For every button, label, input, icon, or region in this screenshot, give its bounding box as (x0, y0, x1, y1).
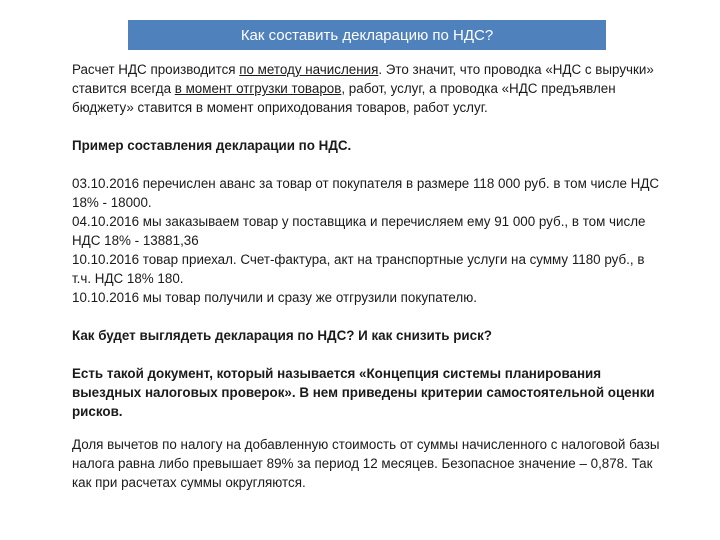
paragraph-text-1: Расчет НДС производится (72, 62, 240, 77)
shipment-moment-link[interactable]: в момент отгрузки товаров (174, 81, 342, 96)
example-line: 10.10.2016 товар приехал. Счет-фактура, акт на транспортные услуги на сумму 1180 руб., в т.ч. НДС 18% 180. (72, 252, 645, 286)
paragraph-text-3: , работ, услуг, а проводка «НДС предъявлен бюджету» ставится в момент оприходования товаров, работ услуг. (72, 81, 616, 115)
paragraph-text-2: . Это значит, что проводка «НДС с выручки» ставится всегда (72, 62, 654, 96)
accrual-method-link[interactable]: по методу начисления (239, 62, 379, 77)
example-line: 10.10.2016 мы товар получили и сразу же отгрузили покупателю. (72, 290, 478, 305)
question-heading: Как будет выглядеть декларация по НДС? И как снизить риск? (72, 328, 492, 343)
example-line: 04.10.2016 мы заказываем товар у поставщика и перечисляем ему 91 000 руб., в том числе НДС 18% - 13881,36 (72, 214, 646, 248)
closing-paragraph: Доля вычетов по налогу на добавленную стоимость от суммы начисленного с налоговой базы налога равна либо превышает 89% за период 12 месяцев. Безопасное значение – 0,878. Так как при расчетах суммы округляются. (72, 437, 660, 490)
slide-title-bar (128, 20, 606, 50)
example-heading: Пример составления декларации по НДС. (72, 138, 352, 153)
slide-title: Как составить декларацию по НДС? (240, 26, 494, 44)
answer-concept-paragraph: Есть такой документ, который называется «Концепция системы планирования выездных налоговых проверок». В нем приведены критерии самостоятельной оценки рисков. (72, 366, 655, 419)
paragraph-vat-method (72, 60, 662, 117)
slide-content (72, 60, 662, 492)
example-line: 03.10.2016 перечислен аванс за товар от покупателя в размере 118 000 руб. в том числе НДС 18% - 18000. (72, 176, 660, 210)
